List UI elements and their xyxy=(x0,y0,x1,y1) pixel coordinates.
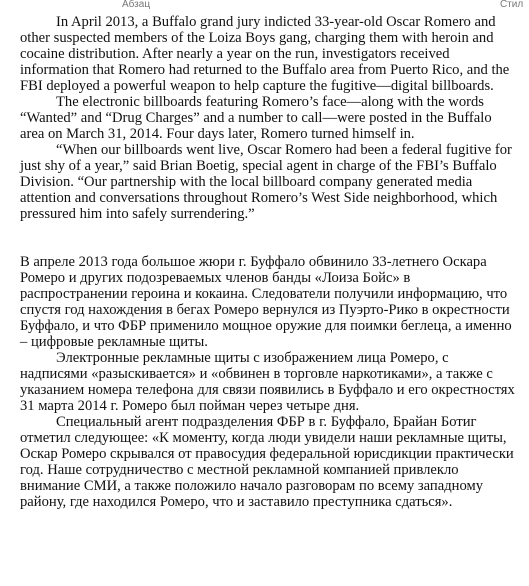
en-paragraph-2[interactable]: The electronic billboards featuring Romero’s face—along with the words “Wanted” and “Drug Charges” and a number to call—were posted in the Buffalo area on March 31, 2014. Four days later, Romero turned himself in. xyxy=(20,94,492,142)
ru-paragraph-1[interactable]: В апреле 2013 года большое жюри г. Буффало обвинило 33-летнего Оскара Ромеро и других подозреваемых членов банды «Лоиза Бойс» в распространении героина и кокаина. Следователи получили информацию, что спустя год нахождения в бегах Ромеро вернулся из Пуэрто-Рико в окрестности Буффало, и что ФБР применило мощное оружие для поимки беглеца, а именно – цифровые рекламные щиты. xyxy=(20,254,512,350)
paragraph-group-label[interactable]: Абзац xyxy=(122,0,151,10)
en-paragraph-3[interactable]: “When our billboards went live, Oscar Romero had been a federal fugitive for just shy of a year,” said Brian Boetig, special agent in charge of the FBI’s Buffalo Division. “Our partnership with the local billboard company generated media attention and conversations throughout Romero’s West Side neighborhood, which pressured him into safely surrendering.” xyxy=(20,142,512,222)
styles-group-label[interactable]: Стил xyxy=(500,0,524,10)
ribbon-group-labels xyxy=(0,0,529,12)
paragraph-gap xyxy=(20,222,515,254)
en-paragraph-1[interactable]: In April 2013, a Buffalo grand jury indicted 33-year-old Oscar Romero and other suspected members of the Loiza Boys gang, charging them with heroin and cocaine distribution. After nearly a year on the run, investigators received information that Romero had returned to the Buffalo area from Puerto Rico, and the FBI deployed a powerful weapon to help capture the fugitive—digital billboards. xyxy=(20,14,510,94)
ru-paragraph-2[interactable]: Электронные рекламные щиты с изображением лица Ромеро, с надписями «разыскивается» и «обвинен в торговле наркотиками», а также с указанием номера телефона для связи появились в Буффало и его окрестностях 31 марта 2014 г. Ромеро был пойман через четыре дня. xyxy=(20,350,515,414)
document-body[interactable] xyxy=(20,14,515,510)
ru-paragraph-3[interactable]: Специальный агент подразделения ФБР в г. Буффало, Брайан Ботиг отметил следующее: «К моменту, когда люди увидели наши рекламные щиты, Оскар Ромеро скрывался от правосудия федеральной юрисдикции практически год. Наше сотрудничество с местной рекламной компанией привлекло внимание СМИ, а также положило начало разговорам по всему западному району, где находился Ромеро, что и заставило преступника сдаться». xyxy=(20,414,514,510)
